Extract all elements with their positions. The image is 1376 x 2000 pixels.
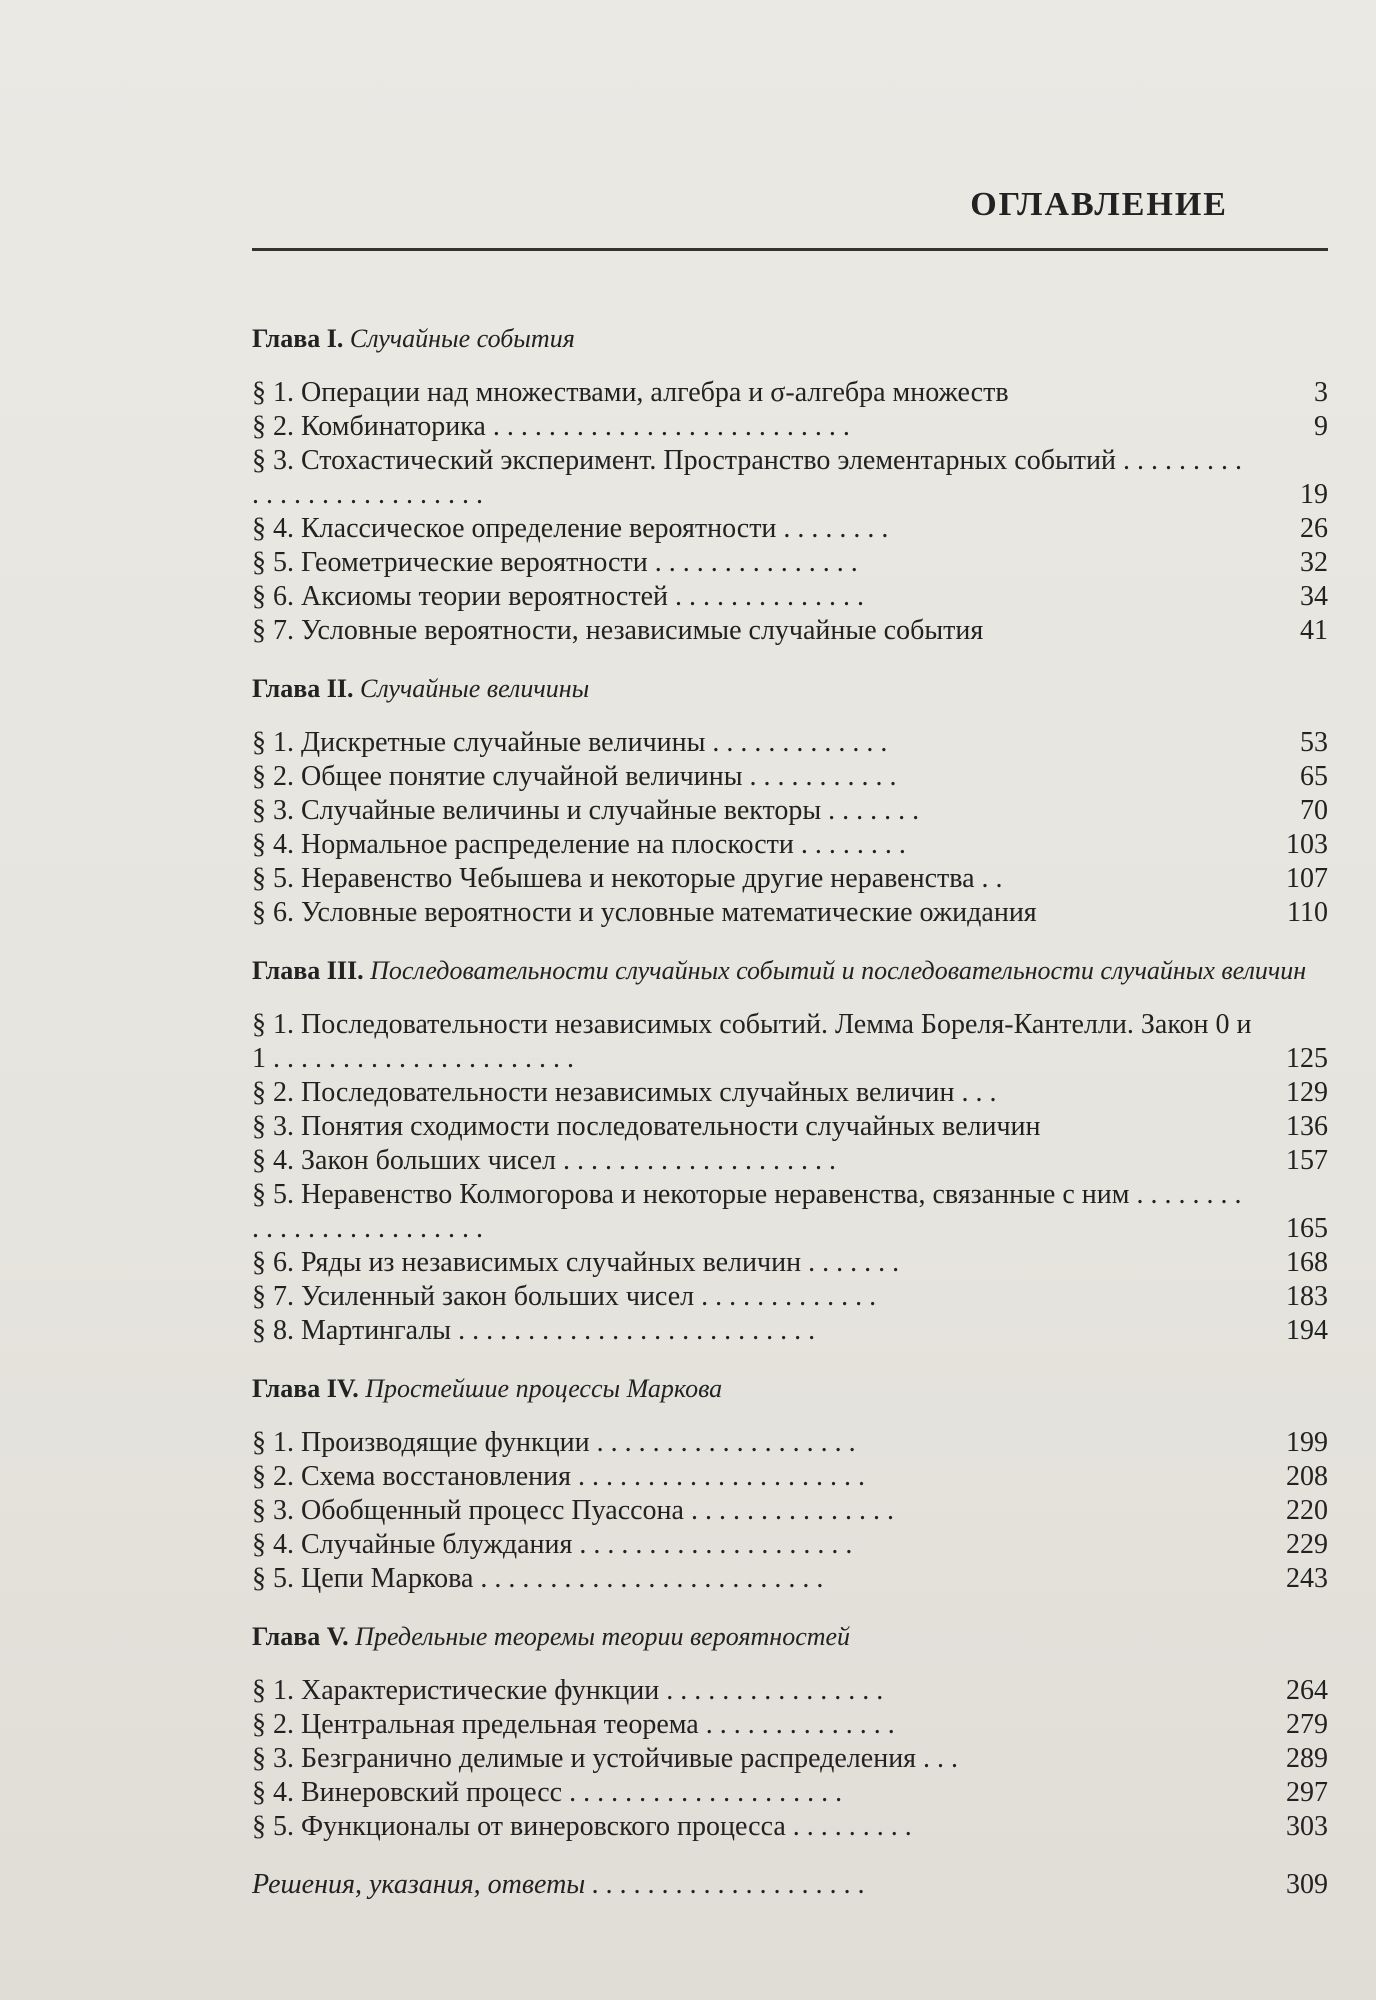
chapter-title: Последовательности случайных событий и последовательности случайных величин bbox=[370, 956, 1307, 985]
chapter-5 bbox=[252, 1620, 1328, 1844]
entry-text: § 1. Характеристические функции . . . . . . . . . . . . . . . . bbox=[252, 1675, 884, 1706]
entry-page: 32 bbox=[1300, 547, 1328, 578]
entry-text: § 2. Общее понятие случайной величины . . . . . . . . . . . bbox=[252, 761, 897, 792]
entry-page: 107 bbox=[1286, 863, 1328, 894]
entry-text: § 5. Неравенство Чебышева и некоторые другие неравенства . . bbox=[252, 863, 1003, 894]
toc-entry bbox=[252, 828, 1328, 862]
entry-text: § 1. Последовательности независимых событий. Лемма Бореля-Кантелли. Закон 0 и 1 . . . . . . . . . . . . . . . . . . . . . . bbox=[252, 1009, 1252, 1074]
toc-entry bbox=[252, 1144, 1328, 1178]
entry-page: 9 bbox=[1314, 411, 1328, 442]
toc-entry bbox=[252, 1708, 1328, 1742]
toc-entry bbox=[252, 1008, 1328, 1076]
chapter-2 bbox=[252, 672, 1328, 930]
toc-entry bbox=[252, 1178, 1328, 1246]
chapter-title: Случайные события bbox=[349, 324, 575, 353]
toc-entry bbox=[252, 760, 1328, 794]
toc-entry bbox=[252, 862, 1328, 896]
toc-entry bbox=[252, 726, 1328, 760]
entry-page: 183 bbox=[1286, 1281, 1328, 1312]
toc-entry bbox=[252, 1076, 1328, 1110]
entry-text: § 6. Условные вероятности и условные математические ожидания bbox=[252, 897, 1037, 928]
toc-entry bbox=[252, 580, 1328, 614]
entry-text: § 6. Ряды из независимых случайных величин . . . . . . . bbox=[252, 1247, 900, 1278]
toc-entry bbox=[252, 794, 1328, 828]
entry-page: 65 bbox=[1300, 761, 1328, 792]
entry-text: § 8. Мартингалы . . . . . . . . . . . . . . . . . . . . . . . . . . bbox=[252, 1315, 816, 1346]
toc-entry bbox=[252, 1460, 1328, 1494]
entry-page: 53 bbox=[1300, 727, 1328, 758]
entry-text: § 3. Безгранично делимые и устойчивые распределения . . . bbox=[252, 1743, 959, 1774]
entry-text: § 7. Условные вероятности, независимые случайные события bbox=[252, 615, 984, 646]
entry-page: 34 bbox=[1300, 581, 1328, 612]
chapter-heading bbox=[252, 672, 1328, 706]
chapter-label: Глава I. bbox=[252, 324, 344, 353]
chapter-title: Предельные теоремы теории вероятностей bbox=[355, 1622, 851, 1651]
table-of-contents bbox=[252, 322, 1328, 1902]
chapter-label: Глава II. bbox=[252, 674, 354, 703]
entry-text: § 5. Неравенство Колмогорова и некоторые неравенства, связанные с ним . . . . . . . . . . . . . . . . . . . . . . . . . bbox=[252, 1179, 1242, 1244]
entry-text: § 4. Классическое определение вероятности . . . . . . . . bbox=[252, 513, 889, 544]
entry-page: 279 bbox=[1286, 1709, 1328, 1740]
entry-text: § 4. Винеровский процесс . . . . . . . . . . . . . . . . . . . . bbox=[252, 1777, 843, 1808]
entry-text: § 4. Закон больших чисел . . . . . . . . . . . . . . . . . . . . bbox=[252, 1145, 837, 1176]
toc-entry bbox=[252, 1426, 1328, 1460]
entry-page: 297 bbox=[1286, 1777, 1328, 1808]
toc-entry bbox=[252, 1314, 1328, 1348]
chapter-heading bbox=[252, 1372, 1328, 1406]
toc-entry bbox=[252, 512, 1328, 546]
entry-text: § 4. Нормальное распределение на плоскости . . . . . . . . bbox=[252, 829, 906, 860]
toc-entry bbox=[252, 410, 1328, 444]
chapter-heading bbox=[252, 322, 1328, 356]
page-title: ОГЛАВЛЕНИЕ bbox=[970, 186, 1228, 223]
entry-page: 129 bbox=[1286, 1077, 1328, 1108]
entry-text: § 7. Усиленный закон больших чисел . . . . . . . . . . . . . bbox=[252, 1281, 877, 1312]
entry-text: § 6. Аксиомы теории вероятностей . . . . . . . . . . . . . . bbox=[252, 581, 864, 612]
entry-text: § 5. Цепи Маркова . . . . . . . . . . . . . . . . . . . . . . . . . bbox=[252, 1563, 824, 1594]
toc-entry bbox=[252, 376, 1328, 410]
toc-entry bbox=[252, 1674, 1328, 1708]
toc-entry bbox=[252, 546, 1328, 580]
entry-page: 3 bbox=[1314, 377, 1328, 408]
chapter-4 bbox=[252, 1372, 1328, 1596]
entry-text: § 2. Схема восстановления . . . . . . . . . . . . . . . . . . . . . bbox=[252, 1461, 866, 1492]
chapter-heading bbox=[252, 954, 1328, 988]
solutions-entry bbox=[252, 1868, 1328, 1902]
entry-page: 289 bbox=[1286, 1743, 1328, 1774]
entry-page: 103 bbox=[1286, 829, 1328, 860]
toc-entry bbox=[252, 1776, 1328, 1810]
chapter-1 bbox=[252, 322, 1328, 648]
toc-entry bbox=[252, 1562, 1328, 1596]
entry-page: 110 bbox=[1287, 897, 1328, 928]
toc-entry bbox=[252, 1110, 1328, 1144]
entry-page: 41 bbox=[1300, 615, 1328, 646]
entry-text: § 2. Комбинаторика . . . . . . . . . . . . . . . . . . . . . . . . . . bbox=[252, 411, 850, 442]
entry-page: 208 bbox=[1286, 1461, 1328, 1492]
entry-text: § 3. Обобщенный процесс Пуассона . . . . . . . . . . . . . . . bbox=[252, 1495, 894, 1526]
entry-page: 199 bbox=[1286, 1427, 1328, 1458]
toc-entry bbox=[252, 1742, 1328, 1776]
entry-page: 125 bbox=[1286, 1043, 1328, 1074]
entry-page: 243 bbox=[1286, 1563, 1328, 1594]
entry-page: 309 bbox=[1286, 1869, 1328, 1900]
entry-text: Решения, указания, ответы . . . . . . . . . . . . . . . . . . . . bbox=[252, 1869, 866, 1900]
toc-entry bbox=[252, 444, 1328, 512]
entry-page: 19 bbox=[1300, 479, 1328, 510]
entry-text: § 2. Последовательности независимых случайных величин . . . bbox=[252, 1077, 997, 1108]
entry-page: 220 bbox=[1286, 1495, 1328, 1526]
chapter-heading bbox=[252, 1620, 1328, 1654]
entry-text: § 1. Дискретные случайные величины . . . . . . . . . . . . . bbox=[252, 727, 888, 758]
entry-text: § 4. Случайные блуждания . . . . . . . . . . . . . . . . . . . . bbox=[252, 1529, 853, 1560]
entry-text: § 5. Геометрические вероятности . . . . . . . . . . . . . . . bbox=[252, 547, 858, 578]
toc-entry bbox=[252, 1494, 1328, 1528]
entry-page: 136 bbox=[1286, 1111, 1328, 1142]
entry-page: 303 bbox=[1286, 1811, 1328, 1842]
entry-page: 157 bbox=[1286, 1145, 1328, 1176]
entry-text: § 3. Стохастический эксперимент. Пространство элементарных событий . . . . . . . . . . . . . . . . . . . . . . . . . . bbox=[252, 445, 1242, 510]
entry-text: § 1. Производящие функции . . . . . . . . . . . . . . . . . . . bbox=[252, 1427, 856, 1458]
entry-page: 194 bbox=[1286, 1315, 1328, 1346]
entry-text: § 2. Центральная предельная теорема . . . . . . . . . . . . . . bbox=[252, 1709, 895, 1740]
entry-page: 26 bbox=[1300, 513, 1328, 544]
entry-page: 264 bbox=[1286, 1675, 1328, 1706]
entry-page: 70 bbox=[1300, 795, 1328, 826]
entry-text: § 5. Функционалы от винеровского процесса . . . . . . . . . bbox=[252, 1811, 912, 1842]
entry-page: 229 bbox=[1286, 1529, 1328, 1560]
toc-entry bbox=[252, 896, 1328, 930]
entry-page: 168 bbox=[1286, 1247, 1328, 1278]
toc-entry bbox=[252, 614, 1328, 648]
header-rule bbox=[252, 248, 1328, 251]
chapter-label: Глава III. bbox=[252, 956, 364, 985]
toc-entry bbox=[252, 1528, 1328, 1562]
toc-entry bbox=[252, 1280, 1328, 1314]
toc-entry bbox=[252, 1810, 1328, 1844]
chapter-title: Простейшие процессы Маркова bbox=[365, 1374, 723, 1403]
entry-page: 165 bbox=[1286, 1213, 1328, 1244]
chapter-label: Глава V. bbox=[252, 1622, 349, 1651]
chapter-title: Случайные величины bbox=[359, 674, 590, 703]
entry-text: § 3. Понятия сходимости последовательности случайных величин bbox=[252, 1111, 1041, 1142]
toc-entry bbox=[252, 1246, 1328, 1280]
entry-text: § 1. Операции над множествами, алгебра и σ-алгебра множеств bbox=[252, 377, 1009, 408]
chapter-3 bbox=[252, 954, 1328, 1348]
chapter-label: Глава IV. bbox=[252, 1374, 359, 1403]
entry-text: § 3. Случайные величины и случайные векторы . . . . . . . bbox=[252, 795, 920, 826]
